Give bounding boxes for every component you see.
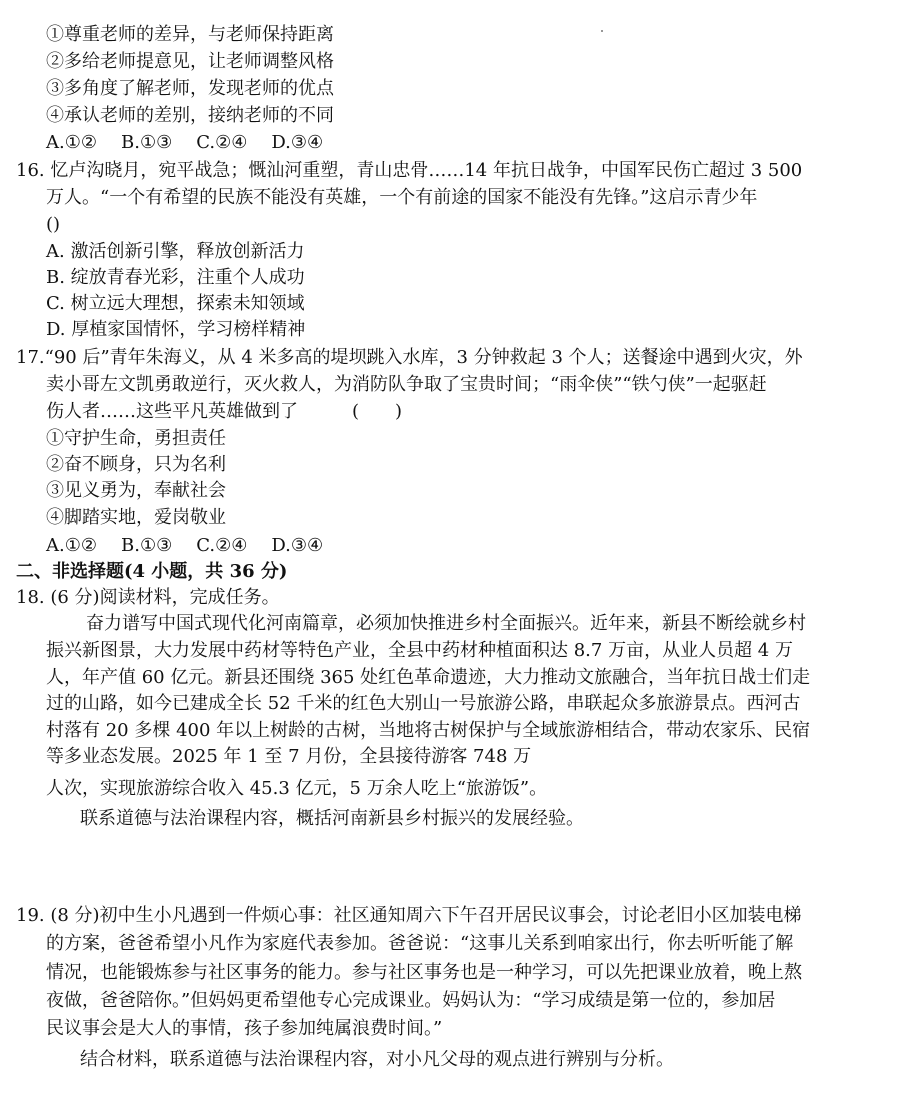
q19-stem-line-4: 夜做，爸爸陪你。”但妈妈更希望他专心完成课业。妈妈认为：“学习成绩是第一位的，参加居 xyxy=(46,990,776,1011)
q16-option-c[interactable]: C. 树立远大理想，探索未知领域 xyxy=(46,293,305,314)
q15-item-2: ②多给老师提意见，让老师调整风格 xyxy=(46,51,334,72)
q18-material-line-4: 过的山路，如今已建成全长 52 千米的红色大别山一号旅游公路，串联起众多旅游景点。西河古 xyxy=(46,693,801,714)
q17-item-4: ④脚踏实地，爱岗敬业 xyxy=(46,507,226,528)
q16-stem-line-3: () xyxy=(46,214,61,235)
q15-option-d[interactable]: D.③④ xyxy=(271,132,324,153)
q17-option-d[interactable]: D.③④ xyxy=(271,535,324,556)
q17-stem-line-1: 17.“90 后”青年朱海义，从 4 米多高的堤坝跳入水库，3 分钟救起 3 个人；送餐途中遇到火灾，外 xyxy=(16,347,803,368)
q15-options xyxy=(46,130,323,156)
q17-option-b[interactable]: B.①③ xyxy=(121,535,173,556)
q15-item-4: ④承认老师的差别，接纳老师的不同 xyxy=(46,105,334,126)
q18-task: 联系道德与法治课程内容，概括河南新县乡村振兴的发展经验。 xyxy=(80,808,584,829)
q15-option-b[interactable]: B.①③ xyxy=(121,132,173,153)
q15-option-a[interactable]: A.①② xyxy=(46,132,97,153)
q17-item-2: ②奋不顾身，只为名利 xyxy=(46,454,226,475)
q19-task: 结合材料，联系道德与法治课程内容，对小凡父母的观点进行辨别与分析。 xyxy=(80,1049,674,1070)
q19-stem-line-5: 民议事会是大人的事情，孩子参加纯属浪费时间。” xyxy=(46,1018,443,1039)
q17-option-c[interactable]: C.②④ xyxy=(196,535,248,556)
q18-material-line-6: 等多业态发展。2025 年 1 至 7 月份，全县接待游客 748 万 xyxy=(46,746,532,767)
q16-stem-line-2: 万人。“一个有希望的民族不能没有英雄，一个有前途的国家不能没有先锋。”这启示青少年 xyxy=(46,187,758,208)
q17-item-1: ①守护生命，勇担责任 xyxy=(46,428,226,449)
q19-stem-line-1: 19. (8 分)初中生小凡遇到一件烦心事：社区通知周六下午召开居民议事会，讨论老旧小区加装电梯 xyxy=(16,905,802,926)
q16-option-b[interactable]: B. 绽放青春光彩，注重个人成功 xyxy=(46,267,305,288)
q18-material-line-3: 人，年产值 60 亿元。新县还围绕 365 处红色革命遗迹，大力推动文旅融合，当年抗日战士们走 xyxy=(46,667,811,688)
q16-option-d[interactable]: D. 厚植家国情怀，学习榜样精神 xyxy=(46,319,306,340)
q16-option-a[interactable]: A. 激活创新引擎，释放创新活力 xyxy=(46,241,305,262)
q17-options xyxy=(46,533,323,559)
q18-title: 18. (6 分)阅读材料，完成任务。 xyxy=(16,587,280,608)
q16-stem-line-1: 16. 忆卢沟晓月，宛平战急；慨汕河重塑，青山忠骨……14 年抗日战争，中国军民伤亡超过 3 500 xyxy=(16,160,803,181)
q17-option-a[interactable]: A.①② xyxy=(46,535,97,556)
q17-stem-line-2: 卖小哥左文凯勇敢逆行，灭火救人，为消防队争取了宝贵时间；“雨伞侠”“铁勺侠”一起驱赶 xyxy=(46,374,767,395)
q15-option-c[interactable]: C.②④ xyxy=(196,132,248,153)
q17-stem-line-3: 伤人者……这些平凡英雄做到了 ( ) xyxy=(46,401,403,422)
q19-stem-line-3: 情况，也能锻炼参与社区事务的能力。参与社区事务也是一种学习，可以先把课业放着，晚上熬 xyxy=(46,962,802,983)
q17-item-3: ③见义勇为，奉献社会 xyxy=(46,480,226,501)
q18-material-line-5: 村落有 20 多棵 400 年以上树龄的古树，当地将古树保护与全域旅游相结合，带动农家乐、民宿 xyxy=(46,720,811,741)
q15-item-3: ③多角度了解老师，发现老师的优点 xyxy=(46,78,334,99)
scan-speck xyxy=(601,30,603,32)
section-2-heading: 二、非选择题(4 小题，共 36 分) xyxy=(16,561,288,582)
q19-stem-line-2: 的方案，爸爸希望小凡作为家庭代表参加。爸爸说：“这事儿关系到咱家出行，你去听听能了解 xyxy=(46,933,794,954)
q18-material-line-7: 人次，实现旅游综合收入 45.3 亿元，5 万余人吃上“旅游饭”。 xyxy=(46,778,548,799)
q18-material-line-1: 奋力谱写中国式现代化河南篇章，必须加快推进乡村全面振兴。近年来，新县不断绘就乡村 xyxy=(86,613,806,634)
q18-material-line-2: 振兴新图景，大力发展中药材等特色产业，全县中药材种植面积达 8.7 万亩，从业人员超 4 万 xyxy=(46,640,793,661)
q15-item-1: ①尊重老师的差异，与老师保持距离 xyxy=(46,24,334,45)
